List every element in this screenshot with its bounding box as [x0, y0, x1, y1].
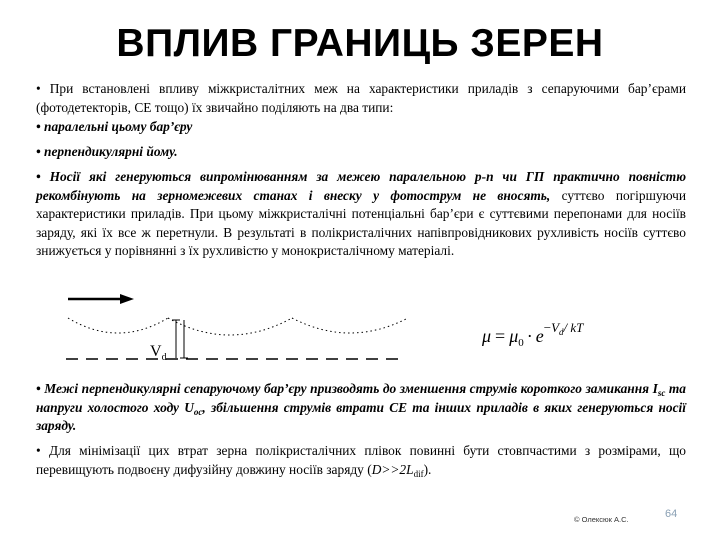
direction-arrow-head: [120, 294, 134, 304]
minimization-paragraph: • Для мінімізації цих втрат зерна полікристалічних плівок повинні бути стовпчастими з розмірами, що перевищують подвоєну дифузійну довжину носіїв заряду $(D>>2L_{dif})$.: [36, 443, 686, 479]
barrier-height-label: $V_d$: [150, 343, 167, 363]
svg-text:μ=μ0·e−Vd/ kT: $\mu = \mu_0 \cdot e^-Vd/$ kT: [482, 320, 584, 349]
page-number: 64: [665, 508, 678, 520]
parallel-boundary-paragraph: [36, 168, 686, 261]
type-perpendicular-bullet: • перпендикулярні йому.: [36, 144, 178, 159]
type-parallel-bullet: • паралельні цьому бар’єру: [36, 119, 193, 134]
copyright-note: © Олексюк А.С.: [574, 515, 629, 524]
grain-boundary-diagram: [60, 292, 440, 372]
perpendicular-boundary-paragraph: • Межі перпендикулярні сепаруючому бар’єру призводять до зменшення струмів короткого замикання $I_{sc}$ та напруги холостого ходу $U_{oc}$, збільшення струмів втрати СЕ та інших приладів в яких генеруються носії заряду.: [36, 381, 686, 434]
potential-well-1: [68, 318, 168, 333]
diffusion-condition: D>>2L: [371, 461, 414, 477]
slide-title: ВПЛИВ ГРАНИЦЬ ЗЕРЕН: [116, 22, 604, 65]
parallel-boundary-text: суттєво погіршуючи характеристики приладів. При цьому міжкристалічні потенціальні бар’єри є суттєвими перепонами для носіїв заряду, які їх все ж перетнули. В результаті в полікристалічних напівпровідникових рухливість носіїв суттєво знижується у порівнянні з їх рухливістю у монокристалічному матеріалі.: [36, 187, 686, 259]
potential-well-3: [292, 318, 408, 333]
mobility-formula: [482, 312, 682, 352]
potential-well-2: [168, 318, 292, 335]
intro-paragraph: • При встановлені впливу міжкристалітних меж на характеристики приладів з сепаруючими бар’єрами (фотодетекторів, СЕ тощо) їх звичайно поділяють на два типи:: [36, 81, 686, 115]
parallel-boundary-emphasis: • Носії які генеруються випромінюванням за межею паралельною p-n чи ГП практично повністю рекомбінують на зерномежевих станах і внеску у фотострум не вносять,: [36, 169, 686, 203]
